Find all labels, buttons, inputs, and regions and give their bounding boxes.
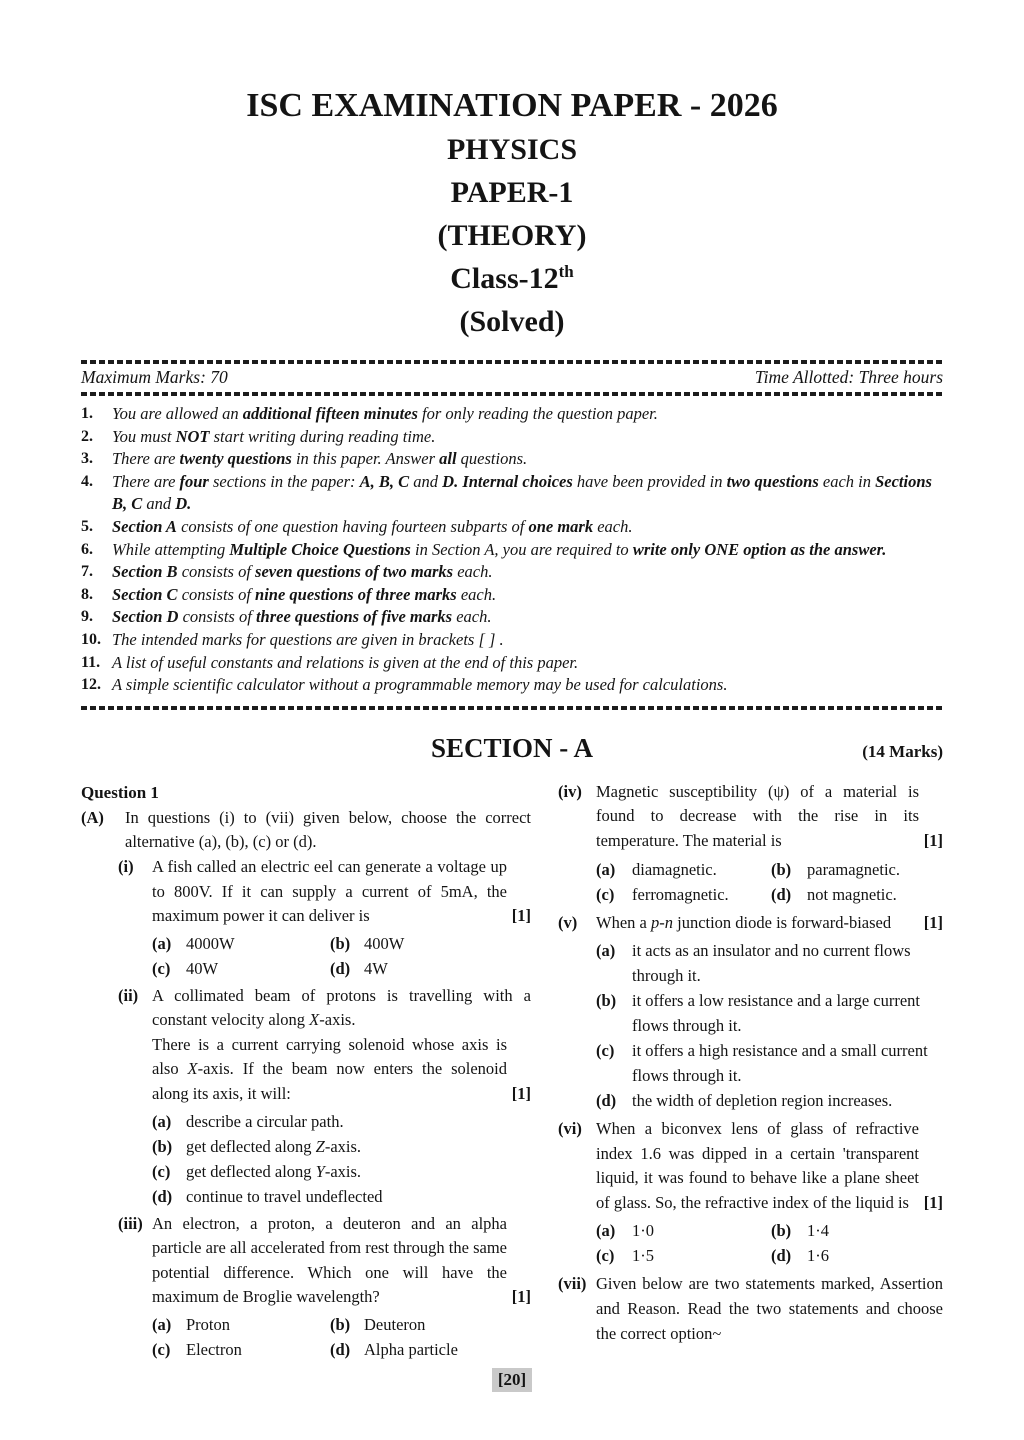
part-a-label: (A) <box>81 807 104 827</box>
option-text <box>632 882 771 907</box>
text-segment: each in <box>818 471 876 491</box>
page-number-badge: [20] <box>492 1368 532 1392</box>
text-segment: You are allowed an <box>112 404 243 423</box>
section-title: SECTION - A <box>430 732 594 763</box>
instruction-text <box>112 584 943 607</box>
option-text <box>632 857 771 882</box>
title-block <box>81 84 943 343</box>
option-text <box>186 1109 531 1134</box>
question-text <box>152 1033 531 1107</box>
text-segment: consists of <box>177 584 256 604</box>
question-text <box>596 1272 943 1346</box>
question-heading: Question 1 <box>81 782 159 802</box>
text-segment: A, B, C <box>359 471 410 491</box>
option-label: (c) <box>596 884 615 904</box>
title-line: PHYSICS <box>446 133 578 166</box>
text-segment: An electron, a proton, a deuteron and an alpha particle are all accelerated from rest through the same potential difference. Which one will have the maximum de Broglie wavelength? <box>152 1213 507 1307</box>
instruction-item <box>81 584 943 607</box>
option-label: (a) <box>152 933 172 953</box>
left-column <box>81 780 531 1365</box>
text-segment: and <box>409 471 443 491</box>
question-item <box>118 984 531 1212</box>
text-segment: In questions (i) to (vii) given below, choose the correct alternative (a), (b), (c) or (d). <box>125 807 531 852</box>
text-segment: sections in the paper: <box>208 471 360 491</box>
text-segment: Section A <box>112 516 177 536</box>
instruction-text <box>112 471 943 516</box>
text-segment: 4000W <box>186 933 235 953</box>
question-body <box>596 780 943 911</box>
instruction-number: 4. <box>81 472 93 490</box>
instruction-item <box>81 652 943 675</box>
option-text <box>186 1159 531 1184</box>
text-segment: each. <box>456 584 497 604</box>
text-segment: seven questions of two marks <box>255 562 454 582</box>
instruction-number: 7. <box>81 563 93 581</box>
text-segment: each. <box>453 562 493 582</box>
option-text <box>364 1337 531 1362</box>
text-segment: Section D <box>112 607 179 627</box>
option-text <box>186 1337 330 1362</box>
title-line: (THEORY) <box>437 219 587 252</box>
text-segment: There are <box>112 449 180 469</box>
option-item <box>596 1088 943 1113</box>
question-label: (iv) <box>558 781 582 801</box>
text-segment: consists of one question having fourteen subparts of <box>176 516 529 536</box>
instruction-number: 6. <box>81 540 93 558</box>
option-text <box>364 1312 531 1337</box>
option-label: (b) <box>771 1221 792 1241</box>
question-text <box>596 1117 943 1215</box>
option-text <box>364 931 531 956</box>
text-segment: write only ONE option as the answer. <box>632 539 887 559</box>
option-item <box>596 1243 771 1268</box>
question-body <box>596 911 943 1118</box>
text-segment: for only reading the question paper. <box>417 404 658 423</box>
instruction-text <box>112 426 943 449</box>
time-allotted: Time Allotted: Three hours <box>754 367 943 387</box>
instruction-text <box>112 629 943 652</box>
instruction-text <box>112 606 943 629</box>
part-a-text <box>125 806 531 855</box>
option-text <box>632 938 943 988</box>
question-item <box>558 1272 943 1346</box>
part-a <box>81 806 531 855</box>
instruction-item <box>81 448 943 471</box>
options-group <box>596 857 943 907</box>
title-line: Class-12th <box>450 262 574 295</box>
option-label: (a) <box>596 1221 616 1241</box>
text-segment: Electron <box>186 1340 242 1360</box>
option-text <box>807 882 943 907</box>
title-line: PAPER-1 <box>450 176 574 209</box>
option-item <box>152 1337 330 1362</box>
option-label: (c) <box>152 1161 171 1181</box>
maximum-marks: Maximum Marks: 70 <box>81 367 228 387</box>
text-segment: in this paper. Answer <box>291 449 440 469</box>
option-item <box>771 882 943 907</box>
text-segment: have been provided in <box>572 471 727 491</box>
marks-badge: [1] <box>511 1084 531 1104</box>
option-label: (a) <box>596 859 616 879</box>
text-segment: -axis. <box>324 1161 362 1181</box>
text-segment: the width of depletion region increases. <box>632 1091 893 1111</box>
option-label: (a) <box>596 941 616 961</box>
option-label: (d) <box>771 884 792 904</box>
option-text <box>632 1243 771 1268</box>
text-segment: 4W <box>364 958 388 978</box>
text-segment: 1·5 <box>632 1246 654 1266</box>
text-segment: Multiple Choice Questions <box>229 539 411 559</box>
instruction-number: 8. <box>81 585 93 603</box>
question-label: (i) <box>118 856 134 876</box>
question-body <box>152 855 531 984</box>
text-segment: Proton <box>186 1315 231 1335</box>
option-text <box>807 1243 943 1268</box>
options-group <box>596 938 943 1113</box>
option-label: (b) <box>330 1315 351 1335</box>
option-item <box>596 857 771 882</box>
text-segment: Section B <box>112 562 178 582</box>
question-label: (vii) <box>558 1274 587 1294</box>
text-segment: 40W <box>186 958 219 978</box>
text-segment: While attempting <box>112 539 230 559</box>
text-segment: Given below are two statements marked, Assertion and Reason. Read the two statements and choose the correct option~ <box>596 1274 943 1343</box>
option-label: (b) <box>771 859 792 879</box>
text-segment: -axis. <box>319 1010 356 1030</box>
text-segment: When a <box>596 912 651 932</box>
instruction-number: 5. <box>81 517 93 535</box>
page-number-row <box>81 1368 943 1392</box>
title-superscript: th <box>558 262 574 281</box>
option-label: (d) <box>771 1246 792 1266</box>
option-item <box>152 1312 330 1337</box>
option-label: (c) <box>596 1246 615 1266</box>
option-text <box>186 1184 531 1209</box>
instruction-text <box>112 448 943 471</box>
text-segment: all <box>439 449 457 469</box>
text-segment: The intended marks for questions are given in brackets [ ] . <box>112 629 504 649</box>
instruction-item <box>81 539 943 562</box>
option-label: (d) <box>152 1186 173 1206</box>
text-segment: X <box>309 1010 320 1030</box>
option-item <box>152 1109 531 1134</box>
option-text <box>807 1218 943 1243</box>
text-segment: A collimated beam of protons is travelling with a constant velocity along <box>152 985 531 1030</box>
instruction-number: 11. <box>81 653 101 671</box>
option-item <box>596 1038 943 1088</box>
instruction-item <box>81 403 943 426</box>
instruction-item <box>81 516 943 539</box>
text-segment: Sections B, C <box>112 471 932 514</box>
option-label: (a) <box>152 1315 172 1335</box>
question-label: (ii) <box>118 985 139 1005</box>
instruction-item <box>81 606 943 629</box>
text-segment: consists of <box>177 562 256 582</box>
option-label: (d) <box>596 1091 617 1111</box>
text-segment: and <box>142 494 176 514</box>
text-segment: in Section A, you are required to <box>410 539 633 559</box>
option-text <box>807 857 943 882</box>
text-segment: D. <box>175 494 192 514</box>
option-text <box>632 988 943 1038</box>
text-segment: 400W <box>364 933 405 953</box>
option-label: (b) <box>152 1136 173 1156</box>
text-segment: Y <box>315 1161 325 1181</box>
marks-badge: [1] <box>511 906 531 926</box>
option-item <box>771 857 943 882</box>
right-column <box>558 780 943 1347</box>
question-body <box>596 1272 943 1346</box>
option-label: (b) <box>330 933 351 953</box>
question-item <box>558 780 943 911</box>
text-segment: continue to travel undeflected <box>186 1186 383 1206</box>
text-segment: A list of useful constants and relations is given at the end of this paper. <box>112 652 579 672</box>
text-segment: p-n <box>650 912 673 932</box>
text-segment: NOT <box>175 426 210 446</box>
option-label: (b) <box>596 991 617 1011</box>
question-text <box>152 1212 531 1310</box>
question-text <box>152 855 531 929</box>
option-item <box>771 1218 943 1243</box>
question-label: (iii) <box>118 1213 143 1233</box>
options-group <box>596 1218 943 1268</box>
text-segment: X <box>187 1059 198 1079</box>
text-segment: describe a circular path. <box>186 1111 344 1131</box>
option-item <box>152 956 330 981</box>
option-item <box>152 1159 531 1184</box>
text-segment: 1·6 <box>807 1246 829 1266</box>
meta-row <box>81 364 943 392</box>
question-label: (v) <box>558 912 578 932</box>
option-item <box>152 1184 531 1209</box>
text-segment: Deuteron <box>364 1315 426 1335</box>
instruction-item <box>81 561 943 584</box>
option-item <box>330 956 531 981</box>
marks-badge: [1] <box>923 912 943 932</box>
instruction-number: 3. <box>81 450 93 468</box>
text-segment: one mark <box>528 516 594 536</box>
text-segment: consists of <box>178 607 256 627</box>
instruction-text <box>112 652 943 675</box>
text-segment: nine questions of three marks <box>255 584 457 604</box>
option-item <box>330 1312 531 1337</box>
text-segment: diamagnetic. <box>632 859 717 879</box>
option-item <box>596 1218 771 1243</box>
question-text <box>152 984 531 1033</box>
text-segment: 1·4 <box>807 1221 829 1241</box>
instruction-number: 9. <box>81 608 93 626</box>
option-text <box>186 1312 330 1337</box>
text-segment: junction diode is forward-biased <box>672 912 892 932</box>
instruction-item <box>81 629 943 652</box>
text-segment: ferromagnetic. <box>632 884 729 904</box>
instruction-text <box>112 674 943 697</box>
section-marks: (14 Marks) <box>862 741 943 761</box>
option-label: (d) <box>330 1340 351 1360</box>
instruction-item <box>81 674 943 697</box>
option-text <box>186 931 330 956</box>
marks-badge: [1] <box>511 1287 531 1307</box>
text-segment: questions. <box>456 449 528 469</box>
text-segment: two questions <box>726 471 819 491</box>
option-text <box>186 1134 531 1159</box>
option-text <box>186 956 330 981</box>
text-segment: get deflected along <box>186 1136 316 1156</box>
text-segment: each. <box>452 607 492 627</box>
text-segment: four <box>179 471 209 491</box>
marks-badge: [1] <box>923 830 943 850</box>
instruction-number: 1. <box>81 405 93 422</box>
option-label: (c) <box>152 1340 171 1360</box>
option-label: (c) <box>152 958 171 978</box>
option-item <box>152 931 330 956</box>
title-line: (Solved) <box>459 305 565 338</box>
marks-badge: [1] <box>923 1192 943 1212</box>
option-text <box>632 1088 943 1113</box>
question-item <box>118 855 531 984</box>
title-line: ISC EXAMINATION PAPER - 2026 <box>246 87 778 124</box>
section-header <box>81 731 943 765</box>
question-item <box>558 1117 943 1272</box>
text-segment: each. <box>593 516 633 536</box>
instruction-item <box>81 426 943 449</box>
question-text <box>596 780 943 854</box>
option-text <box>364 956 531 981</box>
text-segment: Section C <box>112 584 178 604</box>
option-item <box>771 1243 943 1268</box>
instruction-number: 10. <box>81 630 101 648</box>
text-segment: A simple scientific calculator without a programmable memory may be used for calculations. <box>112 675 728 695</box>
option-item <box>152 1134 531 1159</box>
option-label: (a) <box>152 1111 172 1131</box>
text-segment: Magnetic susceptibility (ψ) of a material is found to decrease with the rise in its temperature. The material is <box>596 781 919 850</box>
question-text <box>596 911 943 936</box>
options-group <box>152 1312 531 1362</box>
left-questions <box>81 855 531 1365</box>
text-segment: twenty questions <box>179 449 292 469</box>
option-label: (c) <box>596 1041 615 1061</box>
instruction-text <box>112 539 943 562</box>
option-item <box>596 882 771 907</box>
text-segment: A fish called an electric eel can generate a voltage up to 800V. If it can supply a current of 5mA, the maximum power it can deliver is <box>152 856 507 926</box>
instructions-list <box>81 396 943 706</box>
options-group <box>152 1109 531 1209</box>
option-item <box>596 988 943 1038</box>
text-segment: not magnetic. <box>807 884 897 904</box>
question-label: (vi) <box>558 1119 582 1139</box>
instruction-text <box>112 561 943 584</box>
divider-dashed-instructions-bottom <box>81 706 943 710</box>
question-item <box>558 911 943 1118</box>
text-segment: -axis. If the beam now enters the solenoid along its axis, it will: <box>152 1059 507 1104</box>
text-segment: You must <box>112 426 176 446</box>
text-segment: it offers a high resistance and a small current flows through it. <box>632 1041 928 1086</box>
instruction-text <box>112 516 943 539</box>
text-segment: it acts as an insulator and no current flows through it. <box>632 941 911 986</box>
text-segment: it offers a low resistance and a large current flows through it. <box>632 991 921 1036</box>
option-label: (d) <box>330 958 351 978</box>
question-body <box>152 984 531 1212</box>
option-item <box>330 931 531 956</box>
text-segment: paramagnetic. <box>807 859 900 879</box>
text-segment: Z <box>315 1136 325 1156</box>
text-segment: There is a current carrying solenoid whose axis is also <box>152 1034 507 1079</box>
instruction-item <box>81 471 943 516</box>
text-segment: Alpha particle <box>364 1340 458 1360</box>
text-segment: -axis. <box>324 1136 362 1156</box>
option-text <box>632 1038 943 1088</box>
question-columns <box>81 780 943 1365</box>
option-item <box>596 938 943 988</box>
instruction-number: 2. <box>81 427 93 445</box>
text-segment: start writing during reading time. <box>209 426 436 446</box>
instruction-number: 12. <box>81 676 101 694</box>
text-segment: D. Internal choices <box>442 471 573 491</box>
text-segment: There are <box>112 471 180 491</box>
instruction-text <box>112 403 943 426</box>
text-segment: three questions of five marks <box>255 607 453 627</box>
option-item <box>330 1337 531 1362</box>
text-segment: When a biconvex lens of glass of refractive index 1.6 was dipped in a certain 'transparent liquid, it was found to behave like a plane sheet of glass. So, the refractive index of the liquid is <box>596 1119 919 1212</box>
question-item <box>118 1212 531 1365</box>
option-text <box>632 1218 771 1243</box>
question-body <box>596 1117 943 1272</box>
text-segment: get deflected along <box>186 1161 316 1181</box>
text-segment: 1·0 <box>632 1221 654 1241</box>
options-group <box>152 931 531 981</box>
text-segment: additional fifteen minutes <box>242 404 418 423</box>
question-body <box>152 1212 531 1365</box>
